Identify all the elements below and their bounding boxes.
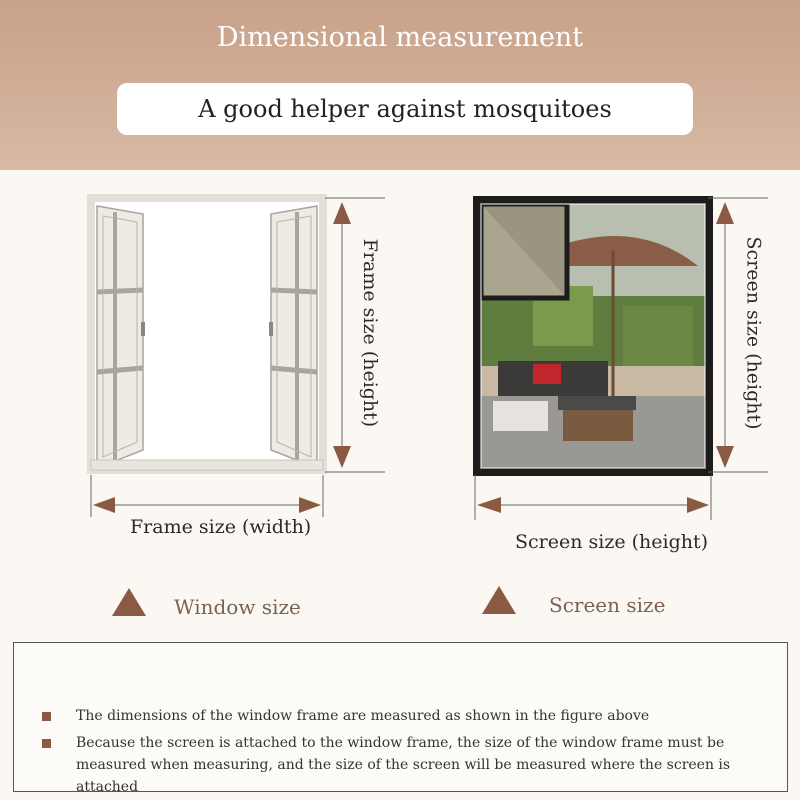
note-2: Because the screen is attached to the window frame, the size of the window frame must be measured when measuring, and the size of the screen will be measured where the screen is attached xyxy=(76,735,731,795)
frame-height-label: Frame size (height) xyxy=(359,238,382,428)
notes-box xyxy=(13,642,788,795)
frame-width-label: Frame size (width) xyxy=(130,516,312,538)
window-size-triangle-icon xyxy=(110,586,148,618)
screen-size-triangle-icon xyxy=(480,584,518,616)
note-bullet xyxy=(42,712,51,721)
window-size-legend: Window size xyxy=(174,595,301,619)
window-frame-illustration xyxy=(85,192,330,477)
note-bullet xyxy=(42,739,51,748)
frame-width-dimension xyxy=(85,475,330,520)
screen-width-label: Screen size (height) xyxy=(515,531,709,553)
screen-size-legend: Screen size xyxy=(549,593,666,617)
subtitle-pill: A good helper against mosquitoes xyxy=(117,83,693,135)
screen-height-label: Screen size (height) xyxy=(742,236,765,430)
screen-width-dimension xyxy=(473,475,718,520)
header-banner xyxy=(0,0,800,170)
screen-illustration xyxy=(473,196,713,476)
page-title: Dimensional measurement xyxy=(216,22,584,53)
note-1: The dimensions of the window frame are measured as shown in the figure above xyxy=(76,708,650,724)
